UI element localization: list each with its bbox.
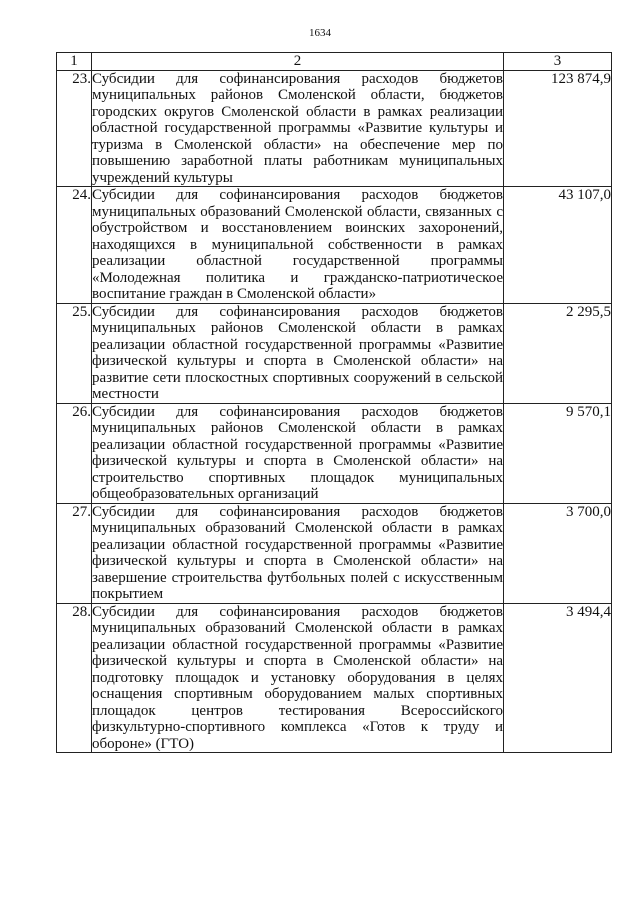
row-description: Субсидии для софинансирования расходов бюджетов муниципальных образований Смоленской области, связанных с обустройством и восстановлением воинских захоронений, находящихся в муниципальной собственности в рамках реализации областной государственной программы «Молодежная политика и гражданско-патриотическое воспитание граждан в Смоленской области» [92,187,503,302]
row-amount: 3 700,0 [504,503,612,603]
row-amount: 2 295,5 [504,303,612,403]
table-row [57,603,612,753]
table-row [57,503,612,603]
row-number: 28. [57,603,92,753]
subsidies-table [56,52,612,753]
row-description: Субсидии для софинансирования расходов бюджетов муниципальных районов Смоленской области в рамках реализации областной государственной программы «Развитие физической культуры и спорта в Смоленской области» на развитие сети плоскостных спортивных сооружений в сельской местности [92,303,503,402]
row-description: Субсидии для софинансирования расходов бюджетов муниципальных районов Смоленской области в рамках реализации областной государственной программы «Развитие физической культуры и спорта в Смоленской области» на строительство спортивных площадок муниципальных общеобразовательных организаций [92,403,503,502]
column-header-number: 1 [57,53,92,71]
row-amount: 123 874,9 [504,70,612,187]
row-description: Субсидии для софинансирования расходов бюджетов муниципальных образований Смоленской области в рамках реализации областной государственной программы «Развитие физической культуры и спорта в Смоленской области» на подготовку площадок и установку оборудования в целях оснащения спортивным оборудованием малых спортивных площадок центров тестирования Всероссийского физкультурно-спортивного комплекса «Готов к труду и обороне» (ГТО) [92,603,503,752]
table-header-row [57,53,612,71]
page-number: 1634 [309,27,331,39]
row-description: Субсидии для софинансирования расходов бюджетов муниципальных образований Смоленской области в рамках реализации областной государственной программы «Развитие физической культуры и спорта в Смоленской области» на завершение строительства футбольных полей с искусственным покрытием [92,503,503,602]
row-description: Субсидии для софинансирования расходов бюджетов муниципальных районов Смоленской области, бюджетов городских округов Смоленской области в рамках реализации областной государственной программы «Развитие культуры и туризма в Смоленской области» на обеспечение мер по повышению заработной платы работникам муниципальных учреждений культуры [92,70,503,186]
table-row [57,187,612,304]
row-number: 23. [57,70,92,187]
row-number: 24. [57,187,92,304]
row-amount: 43 107,0 [504,187,612,304]
column-header-amount: 3 [504,53,612,71]
table-row [57,303,612,403]
table-row [57,403,612,503]
table-row [57,70,612,187]
row-number: 26. [57,403,92,503]
row-amount: 9 570,1 [504,403,612,503]
row-number: 27. [57,503,92,603]
column-header-description: 2 [92,53,504,71]
row-amount: 3 494,4 [504,603,612,753]
row-number: 25. [57,303,92,403]
